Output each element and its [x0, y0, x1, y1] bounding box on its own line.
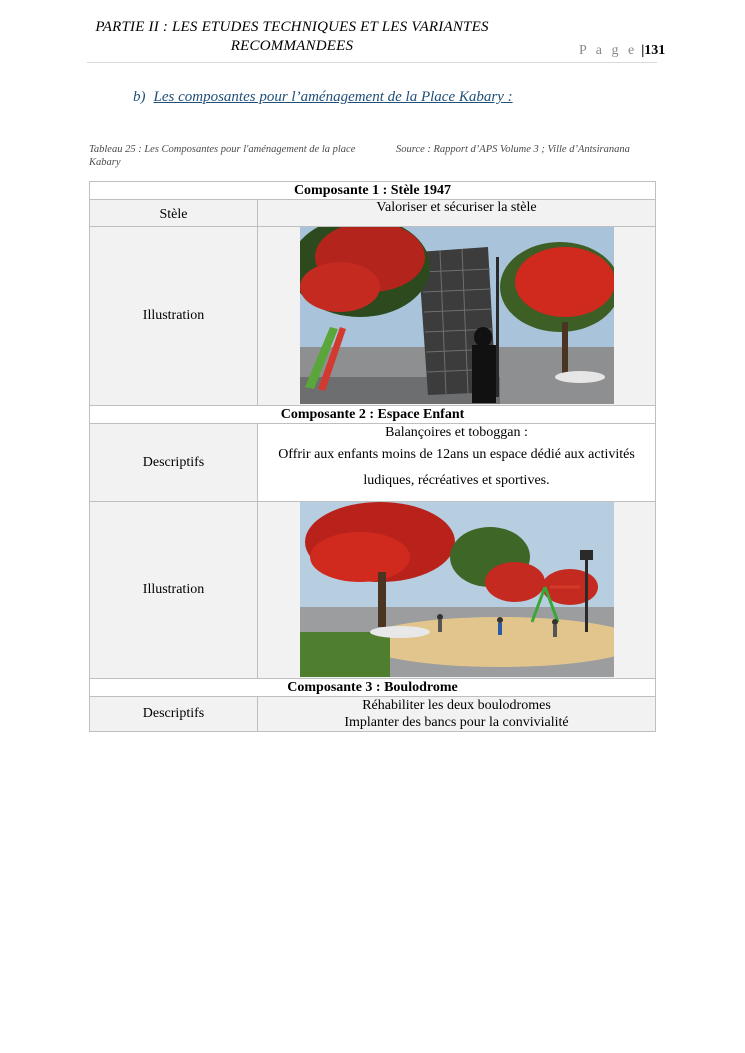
page-number: 131	[644, 43, 666, 58]
c2-desc-line3: ludiques, récréatives et sportives.	[363, 473, 550, 488]
caption-text: Tableau 25 : Les Composantes pour l'aménagement de la place Kabary	[89, 144, 356, 168]
caption-source: Source : Rapport d’APS Volume 3 ; Ville d’Antsiranana	[396, 144, 630, 155]
table-caption	[89, 143, 655, 169]
illustration-1-cell	[258, 227, 656, 406]
page-label: P a g e	[579, 43, 638, 58]
c2-desc-line2: Offrir aux enfants moins de 12ans un espace dédié aux activités	[278, 447, 635, 462]
section-marker: b)	[133, 89, 146, 105]
component-2-desc-label: Descriptifs	[90, 424, 258, 502]
section-title: Les composantes pour l’aménagement de la Place Kabary :	[153, 89, 513, 105]
c3-desc-line1: Réhabiliter les deux boulodromes	[362, 698, 551, 713]
section-heading	[133, 89, 513, 106]
illustration-2-label: Illustration	[90, 502, 258, 679]
header-title	[62, 18, 522, 56]
component-2-description	[258, 424, 656, 502]
component-1-title: Composante 1 : Stèle 1947	[90, 182, 656, 200]
illustration-2-cell	[258, 502, 656, 679]
component-3-title: Composante 3 : Boulodrome	[90, 679, 656, 697]
playground-illustration-image	[300, 502, 614, 677]
c2-desc-line1: Balançoires et toboggan :	[385, 425, 528, 440]
page-separator: |	[641, 43, 645, 58]
component-2-title: Composante 2 : Espace Enfant	[90, 406, 656, 424]
component-3-desc-label: Descriptifs	[90, 697, 258, 732]
illustration-1-label: Illustration	[90, 227, 258, 406]
header-title-line1: PARTIE II : LES ETUDES TECHNIQUES ET LES VARIANTES	[95, 19, 489, 35]
page-number-block	[579, 43, 665, 59]
components-table	[89, 181, 656, 732]
stele-label: Stèle	[90, 200, 258, 227]
component-3-description	[258, 697, 656, 732]
stele-value: Valoriser et sécuriser la stèle	[258, 200, 656, 227]
header-divider	[87, 62, 657, 63]
c3-desc-line2: Implanter des bancs pour la convivialité	[344, 715, 569, 730]
stele-illustration-image	[300, 227, 614, 404]
header-title-line2: RECOMMANDEES	[230, 38, 354, 54]
